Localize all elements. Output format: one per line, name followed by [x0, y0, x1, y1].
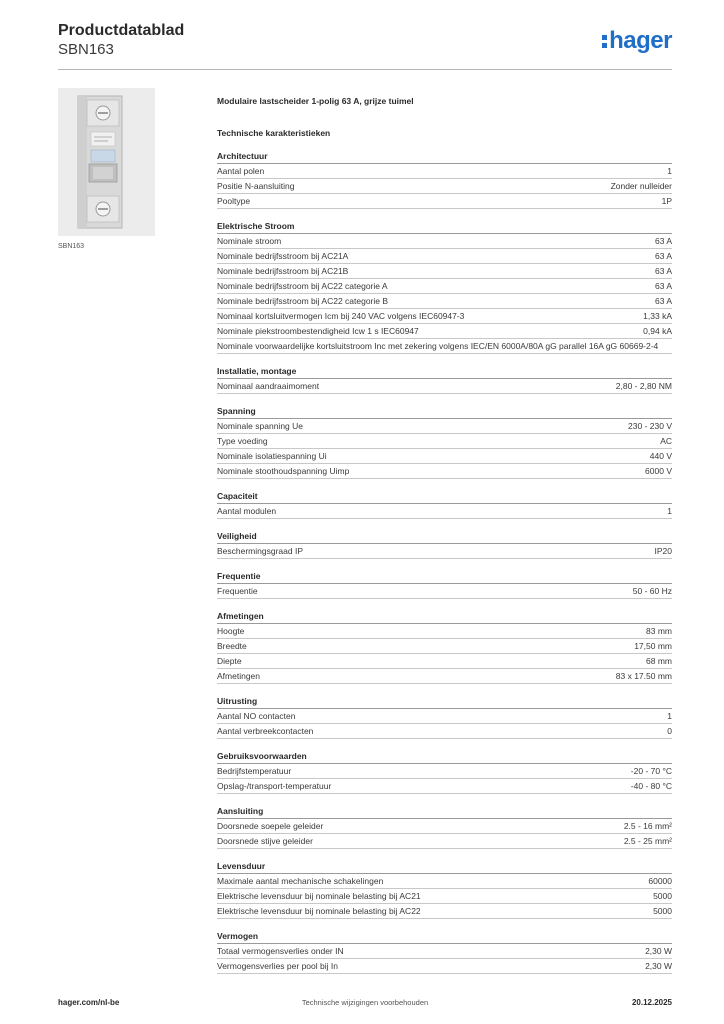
spec-row	[217, 544, 672, 559]
spec-row	[217, 639, 672, 654]
spec-value: 63 A	[654, 281, 672, 291]
page-header	[58, 22, 672, 70]
spec-row	[217, 724, 672, 739]
spec-row	[217, 249, 672, 264]
spec-row	[217, 419, 672, 434]
spec-row	[217, 449, 672, 464]
spec-value: 50 - 60 Hz	[632, 586, 672, 596]
spec-value: 83 mm	[646, 626, 672, 636]
spec-heading: Technische karakteristieken	[217, 128, 331, 138]
spec-row	[217, 584, 672, 599]
spec-label: Nominale bedrijfsstroom bij AC22 categorie B	[217, 296, 389, 306]
section-title: Afmetingen	[217, 611, 672, 624]
spec-row	[217, 264, 672, 279]
spec-value: 1P	[661, 196, 672, 206]
section-title: Spanning	[217, 406, 672, 419]
spec-row	[217, 624, 672, 639]
spec-section	[217, 491, 672, 519]
section-title: Gebruiksvoorwaarden	[217, 751, 672, 764]
image-caption: SBN163	[58, 243, 85, 250]
footer-website-link[interactable]: hager.com/nl-be	[58, 998, 120, 1007]
spec-value: 63 A	[654, 236, 672, 246]
footer-date: 20.12.2025	[631, 998, 672, 1007]
section-title: Installatie, montage	[217, 366, 672, 379]
section-title: Elektrische Stroom	[217, 221, 672, 234]
spec-section	[217, 531, 672, 559]
spec-row	[217, 764, 672, 779]
footer-disclaimer: Technische wijzigingen voorbehouden	[301, 998, 429, 1007]
spec-value: -20 - 70 °C	[630, 766, 672, 776]
section-title: Uitrusting	[217, 696, 672, 709]
spec-label: Nominale stroom	[217, 236, 282, 246]
section-title: Aansluiting	[217, 806, 672, 819]
spec-label: Nominaal aandraaimoment	[217, 381, 320, 391]
spec-value: 63 A	[654, 266, 672, 276]
spec-label: Positie N-aansluiting	[217, 181, 295, 191]
spec-value: 0,94 kA	[643, 326, 672, 336]
spec-row	[217, 339, 672, 354]
spec-sections	[217, 151, 672, 974]
circuit-breaker-illustration	[58, 88, 155, 236]
spec-value: 2,30 W	[645, 961, 672, 971]
spec-label: Doorsnede stijve geleider	[217, 836, 313, 846]
spec-section	[217, 611, 672, 684]
spec-label: Diepte	[217, 656, 242, 666]
spec-section	[217, 406, 672, 479]
spec-section	[217, 571, 672, 599]
spec-value: IP20	[654, 546, 672, 556]
spec-value: Zonder nulleider	[610, 181, 672, 191]
spec-row	[217, 904, 672, 919]
spec-value: 63 A	[654, 251, 672, 261]
spec-label: Afmetingen	[217, 671, 260, 681]
spec-row	[217, 464, 672, 479]
spec-label: Aantal modulen	[217, 506, 277, 516]
spec-section	[217, 151, 672, 209]
spec-label: Nominale bedrijfsstroom bij AC21B	[217, 266, 349, 276]
spec-section	[217, 696, 672, 739]
spec-value: 83 x 17.50 mm	[615, 671, 672, 681]
spec-row	[217, 179, 672, 194]
spec-label: Totaal vermogensverlies onder IN	[217, 946, 344, 956]
spec-row	[217, 709, 672, 724]
spec-row	[217, 834, 672, 849]
spec-row	[217, 944, 672, 959]
spec-row	[217, 874, 672, 889]
spec-label: Elektrische levensduur bij nominale belasting bij AC22	[217, 906, 421, 916]
spec-row	[217, 279, 672, 294]
spec-value: 5000	[653, 891, 672, 901]
spec-value: AC	[660, 436, 672, 446]
spec-label: Frequentie	[217, 586, 258, 596]
page-footer	[58, 998, 672, 1012]
spec-label: Aantal polen	[217, 166, 265, 176]
spec-row	[217, 434, 672, 449]
spec-label: Nominaal kortsluitvermogen Icm bij 240 VAC volgens IEC60947-3	[217, 311, 465, 321]
spec-label: Nominale isolatiespanning Ui	[217, 451, 327, 461]
spec-section	[217, 806, 672, 849]
spec-label: Pooltype	[217, 196, 251, 206]
section-title: Levensduur	[217, 861, 672, 874]
spec-value: 1	[667, 166, 672, 176]
header-divider	[58, 69, 672, 70]
spec-value: 5000	[653, 906, 672, 916]
spec-label: Nominale stoothoudspanning Uimp	[217, 466, 350, 476]
spec-value: 1,33 kA	[643, 311, 672, 321]
spec-value: 1	[667, 506, 672, 516]
spec-label: Nominale piekstroombestendigheid Icw 1 s IEC60947	[217, 326, 419, 336]
spec-value: 17,50 mm	[634, 641, 672, 651]
section-title: Vermogen	[217, 931, 672, 944]
spec-value: 440 V	[649, 451, 672, 461]
spec-label: Beschermingsgraad IP	[217, 546, 303, 556]
spec-content	[217, 94, 672, 974]
spec-section	[217, 861, 672, 919]
section-title: Architectuur	[217, 151, 672, 164]
section-title: Frequentie	[217, 571, 672, 584]
spec-label: Breedte	[217, 641, 247, 651]
page-title: Productdatablad	[58, 22, 185, 39]
spec-row	[217, 379, 672, 394]
spec-label: Bedrijfstemperatuur	[217, 766, 292, 776]
spec-section	[217, 221, 672, 354]
spec-row	[217, 234, 672, 249]
spec-value: 0	[667, 726, 672, 736]
spec-section	[217, 931, 672, 974]
spec-row	[217, 959, 672, 974]
spec-row	[217, 669, 672, 684]
hager-logo	[602, 28, 672, 54]
spec-value: 230 - 230 V	[628, 421, 672, 431]
spec-section	[217, 366, 672, 394]
spec-label: Nominale bedrijfsstroom bij AC22 categorie A	[217, 281, 388, 291]
spec-row	[217, 819, 672, 834]
spec-row	[217, 164, 672, 179]
spec-label: Maximale aantal mechanische schakelingen	[217, 876, 384, 886]
spec-row	[217, 294, 672, 309]
spec-value: 1	[667, 711, 672, 721]
spec-row	[217, 194, 672, 209]
spec-section	[217, 751, 672, 794]
spec-row	[217, 654, 672, 669]
spec-label: Nominale spanning Ue	[217, 421, 303, 431]
logo-text: hager	[609, 27, 672, 54]
spec-label: Aantal NO contacten	[217, 711, 296, 721]
spec-value: 2,30 W	[645, 946, 672, 956]
spec-row	[217, 504, 672, 519]
spec-row	[217, 779, 672, 794]
spec-label: Elektrische levensduur bij nominale belasting bij AC21	[217, 891, 421, 901]
product-code: SBN163	[58, 41, 114, 58]
spec-label: Nominale voorwaardelijke kortsluitstroom Inc met zekering volgens IEC/EN 6000A/80A gG parallel 16A gG 60669-2-4	[217, 341, 659, 351]
spec-label: Opslag-/transport-temperatuur	[217, 781, 332, 791]
spec-value: -40 - 80 °C	[630, 781, 672, 791]
spec-row	[217, 324, 672, 339]
product-description: Modulaire lastscheider 1-polig 63 A, grijze tuimel	[217, 96, 414, 106]
spec-value: 2,80 - 2,80 NM	[615, 381, 672, 391]
spec-label: Aantal verbreekcontacten	[217, 726, 314, 736]
spec-label: Doorsnede soepele geleider	[217, 821, 324, 831]
spec-value: 63 A	[654, 296, 672, 306]
spec-value: 2.5 - 16 mm²	[623, 821, 672, 831]
spec-label: Vermogensverlies per pool bij In	[217, 961, 338, 971]
spec-value: 2.5 - 25 mm²	[623, 836, 672, 846]
spec-value: 6000 V	[645, 466, 672, 476]
spec-label: Hoogte	[217, 626, 245, 636]
product-image	[58, 88, 155, 236]
spec-row	[217, 309, 672, 324]
logo-mark-icon	[602, 35, 607, 48]
spec-value: 60000	[648, 876, 672, 886]
section-title: Capaciteit	[217, 491, 672, 504]
spec-label: Type voeding	[217, 436, 268, 446]
spec-label: Nominale bedrijfsstroom bij AC21A	[217, 251, 349, 261]
spec-value: 68 mm	[646, 656, 672, 666]
section-title: Veiligheid	[217, 531, 672, 544]
spec-row	[217, 889, 672, 904]
